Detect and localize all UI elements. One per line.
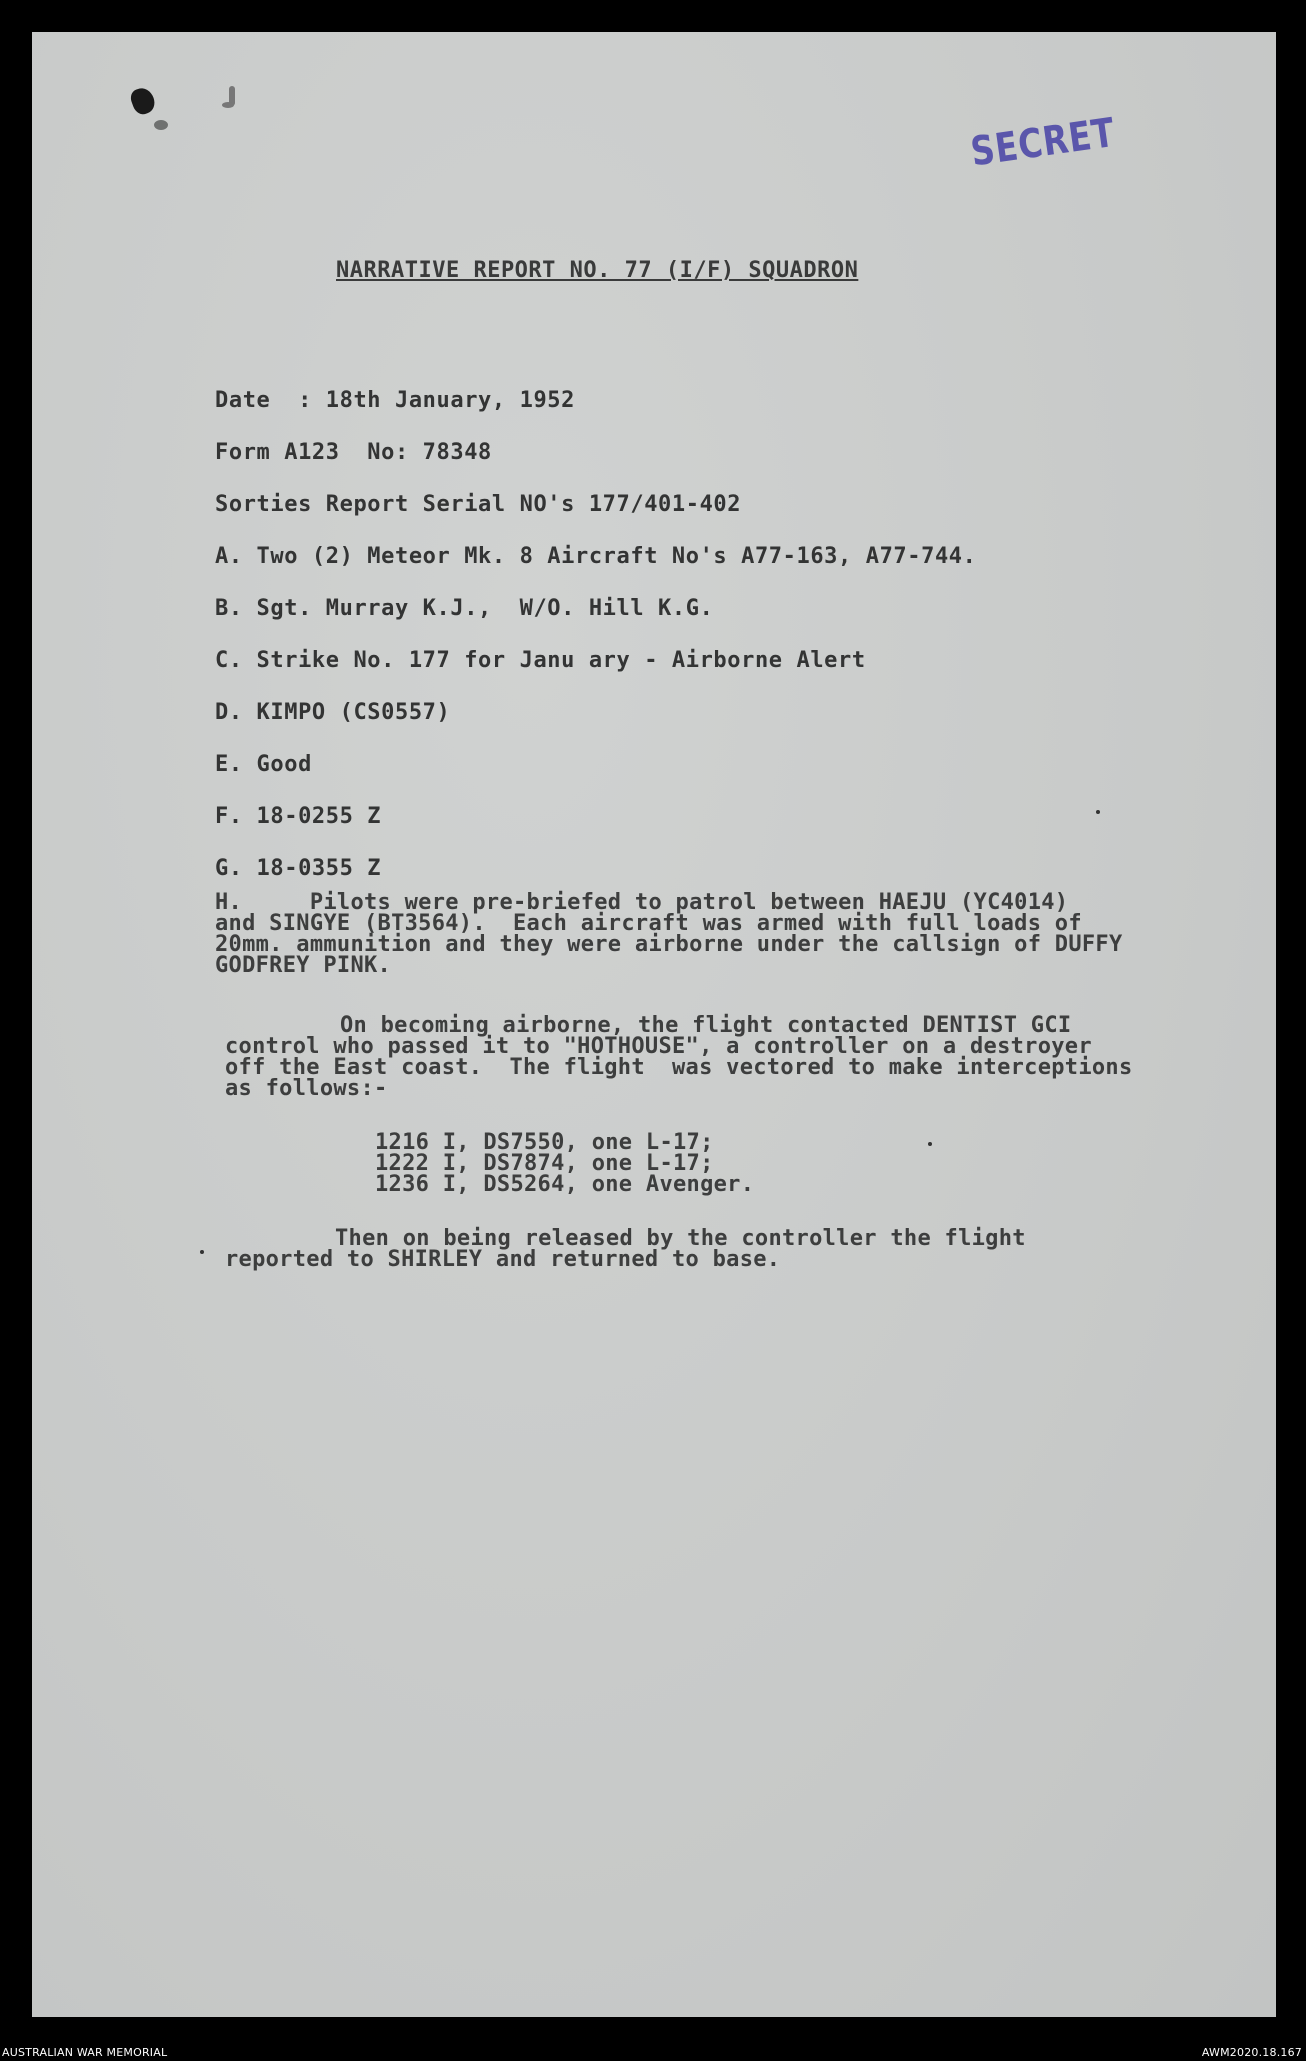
footer-credit: AUSTRALIAN WAR MEMORIAL [2,2046,168,2059]
paragraph-line: 20mm. ammunition and they were airborne under the callsign of DUFFY [215,932,1123,957]
field-c: C. Strike No. 177 for Janu ary - Airborne Alert [215,648,866,673]
field-a: A. Two (2) Meteor Mk. 8 Aircraft No's A77-163, A77-744. [215,544,977,569]
punch-hole-mark [222,102,234,108]
footer-reference: AWM2020.18.167 [1201,2046,1302,2059]
field-f: F. 18-0255 Z [215,804,382,829]
paragraph-line: off the East coast. The flight was vectored to make interceptions [225,1055,1133,1080]
interception-item: 1236 I, DS5264, one Avenger. [375,1172,755,1197]
paragraph-line: as follows:- [225,1076,388,1101]
field-d: D. KIMPO (CS0557) [215,700,451,725]
punch-hole-mark [154,120,168,130]
interception-item: 1216 I, DS7550, one L-17; [375,1130,714,1155]
paragraph-line: GODFREY PINK. [215,953,392,978]
paragraph-line: control who passed it to "HOTHOUSE", a controller on a destroyer [225,1034,1092,1059]
paragraph-line: H. Pilots were pre-briefed to patrol between HAEJU (YC4014) [215,890,1069,915]
ink-speck [1096,810,1100,814]
field-e: E. Good [215,752,312,777]
sorties-field: Sorties Report Serial NO's 177/401-402 [215,492,742,517]
field-b: B. Sgt. Murray K.J., W/O. Hill K.G. [215,596,714,621]
form-field: Form A123 No: 78348 [215,440,492,465]
ink-speck [928,1142,932,1146]
paragraph-line: Then on being released by the controller the flight [335,1226,1026,1251]
ink-speck [200,1250,204,1254]
paragraph-line: On becoming airborne, the flight contacted DENTIST GCI [340,1013,1072,1038]
paragraph-line: reported to SHIRLEY and returned to base. [225,1247,781,1272]
report-title: NARRATIVE REPORT NO. 77 (I/F) SQUADRON [336,258,859,283]
date-field: Date : 18th January, 1952 [215,388,575,413]
field-g: G. 18-0355 Z [215,856,382,881]
secret-stamp: SECRET [968,109,1119,176]
punch-hole [128,85,158,117]
document-page [32,32,1276,2017]
paragraph-line: and SINGYE (BT3564). Each aircraft was armed with full loads of [215,911,1082,936]
interception-item: 1222 I, DS7874, one L-17; [375,1151,714,1176]
